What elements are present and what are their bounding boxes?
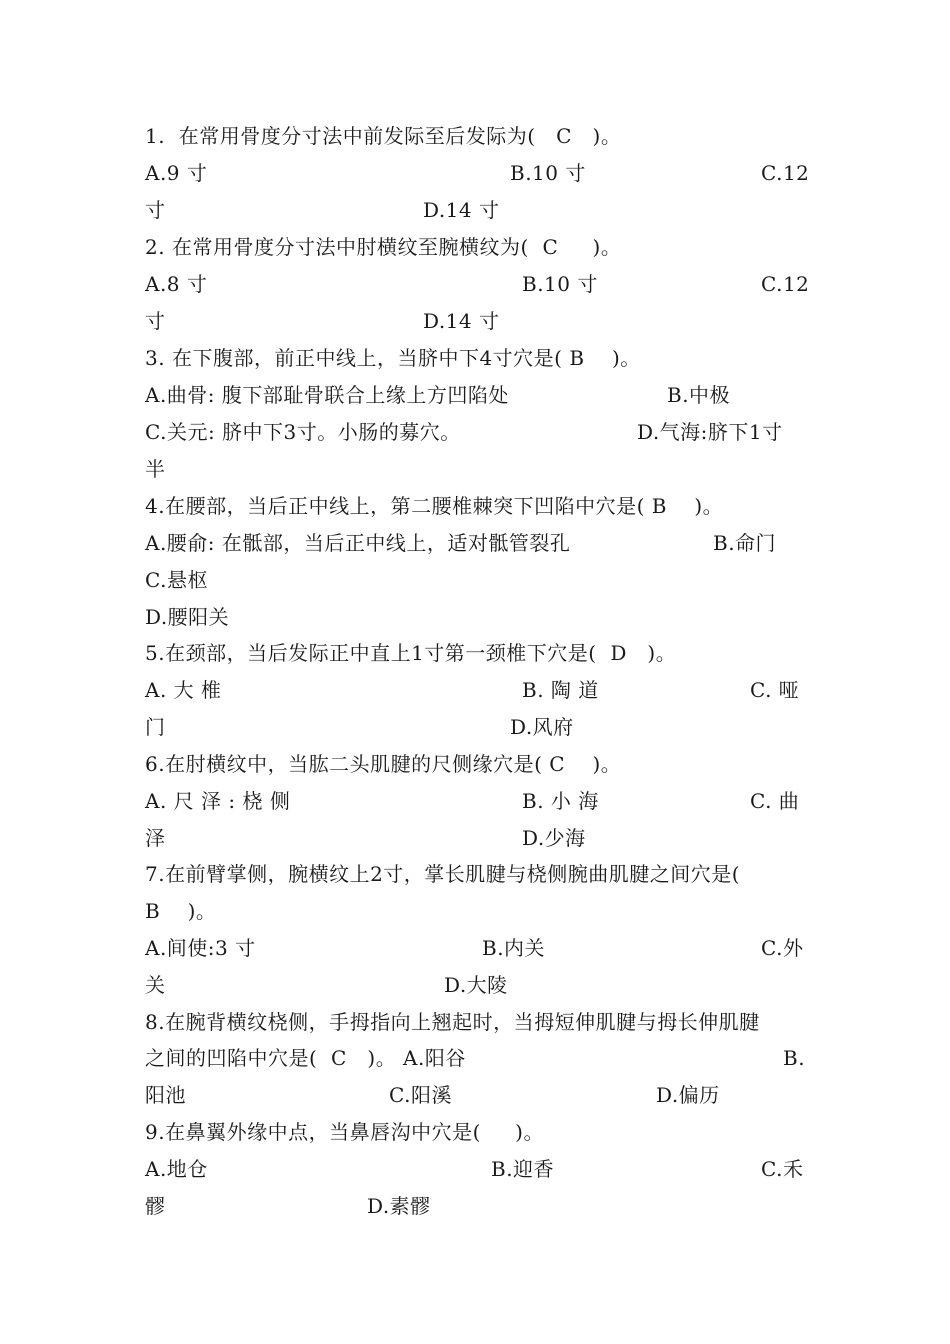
question-7-stem: 7.在前臂掌侧，腕横纹上2寸，掌长肌腱与桡侧腕曲肌腱之间穴是( — [145, 862, 741, 886]
question-5-option-d: D.风府 — [510, 715, 574, 739]
question-7-stem-cont: B )。 — [145, 899, 217, 923]
question-7-option-c: C.外 — [761, 936, 804, 960]
question-5-option-a: A. 大 椎 — [145, 678, 222, 702]
question-2-option-b: B.10 寸 — [522, 272, 598, 296]
question-7-option-a: A.间使:3 寸 — [145, 936, 256, 960]
question-1-option-b: B.10 寸 — [510, 161, 586, 185]
question-6-option-b: B. 小 海 — [522, 789, 599, 813]
question-6-stem: 6.在肘横纹中，当肱二头肌腱的尺侧缘穴是( C )。 — [145, 752, 622, 776]
question-7-option-c-cont: 关 — [145, 973, 166, 997]
question-9-option-d: D.素髎 — [367, 1194, 431, 1218]
question-9-option-a: A.地仓 — [145, 1157, 208, 1181]
question-4-option-a: A.腰俞: 在骶部，当后正中线上，适对骶管裂孔 — [145, 531, 571, 555]
question-2-option-d: D.14 寸 — [423, 309, 500, 333]
question-5-option-b: B. 陶 道 — [522, 678, 599, 702]
question-5-option-c-cont: 门 — [145, 715, 166, 739]
question-5-stem: 5.在颈部，当后发际正中直上1寸第一颈椎下穴是( D )。 — [145, 641, 677, 665]
question-1-option-d: D.14 寸 — [423, 198, 500, 222]
question-8-option-c: C.阳溪 — [389, 1083, 452, 1107]
question-3-stem: 3. 在下腹部，前正中线上，当脐中下4寸穴是( B )。 — [145, 346, 641, 370]
question-1-stem: 1. 在常用骨度分寸法中前发际至后发际为( C )。 — [145, 124, 622, 148]
question-9-option-b: B.迎香 — [491, 1157, 555, 1181]
question-9-option-c-cont: 髎 — [145, 1194, 166, 1218]
question-2-stem: 2. 在常用骨度分寸法中肘横纹至腕横纹为( C )。 — [145, 235, 622, 259]
question-4-option-b: B.命门 — [713, 531, 777, 555]
question-7-option-d: D.大陵 — [444, 973, 508, 997]
question-2-option-c: C.12 — [761, 272, 810, 296]
question-6-option-c-cont: 泽 — [145, 826, 166, 850]
question-6-option-d: D.少海 — [522, 826, 586, 850]
question-4-option-d: D.腰阳关 — [145, 605, 230, 629]
question-3-option-b: B.中极 — [667, 383, 731, 407]
question-1-option-a: A.9 寸 — [145, 161, 208, 185]
question-4-option-c: C.悬枢 — [145, 568, 208, 592]
question-3-option-d: D.气海:脐下1寸 — [637, 420, 783, 444]
question-4-stem: 4.在腰部，当后正中线上，第二腰椎棘突下凹陷中穴是( B )。 — [145, 494, 724, 518]
question-7-option-b: B.内关 — [482, 936, 546, 960]
question-8-option-b-cont: 阳池 — [145, 1083, 186, 1107]
question-8-option-b: B. — [783, 1046, 806, 1070]
question-1-option-c-cont: 寸 — [145, 198, 166, 222]
question-2-option-c-cont: 寸 — [145, 309, 166, 333]
question-6-option-c: C. 曲 — [750, 789, 800, 813]
question-8-stem-cont: 之间的凹陷中穴是( C )。 A.阳谷 — [145, 1046, 466, 1070]
question-6-option-a: A. 尺 泽 : 桡 侧 — [145, 789, 291, 813]
question-1-option-c: C.12 — [761, 161, 810, 185]
question-8-option-d: D.偏历 — [656, 1083, 720, 1107]
question-3-option-a: A.曲骨: 腹下部耻骨联合上缘上方凹陷处 — [145, 383, 509, 407]
question-9-option-c: C.禾 — [761, 1157, 804, 1181]
question-3-option-c: C.关元: 脐中下3寸。小肠的募穴。 — [145, 420, 461, 444]
question-5-option-c: C. 哑 — [750, 678, 800, 702]
question-2-option-a: A.8 寸 — [145, 272, 208, 296]
question-9-stem: 9.在鼻翼外缘中点，当鼻唇沟中穴是( )。 — [145, 1120, 544, 1144]
question-8-stem: 8.在腕背横纹桡侧，手拇指向上翘起时，当拇短伸肌腱与拇长伸肌腱 — [145, 1010, 760, 1034]
question-3-option-d-cont: 半 — [145, 457, 166, 481]
